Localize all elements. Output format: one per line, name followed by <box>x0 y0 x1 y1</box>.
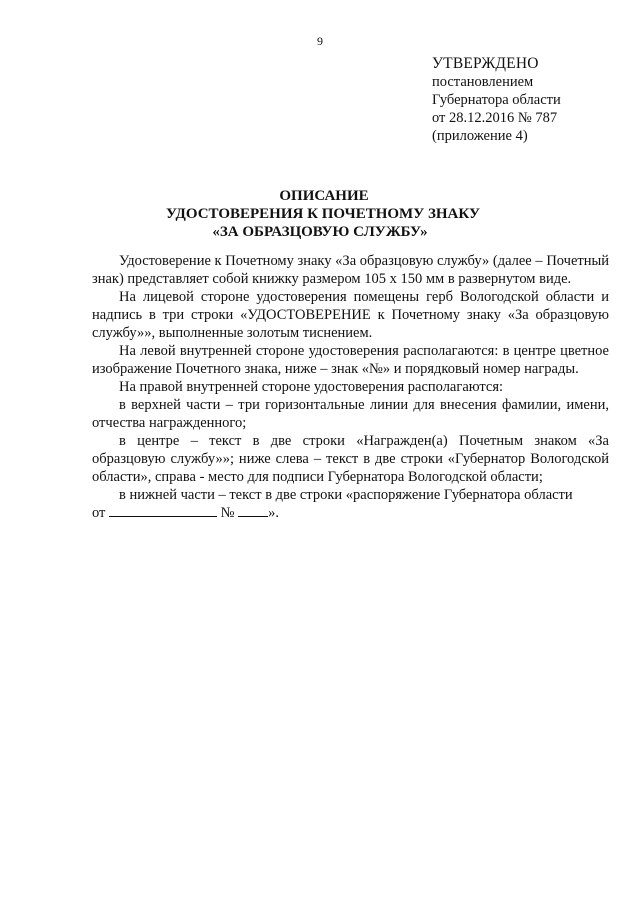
order-suffix: ». <box>268 505 279 521</box>
paragraph-lower-part: в нижней части – текст в две строки «распоряжение Губернатора области <box>119 487 573 503</box>
paragraph-right-inner-side: На правой внутренней стороне удостоверения располагаются: <box>119 379 504 395</box>
number-blank-line <box>238 504 268 517</box>
order-date-number-line <box>92 504 609 522</box>
approval-line-appendix: (приложение 4) <box>432 128 528 144</box>
paragraph-front-side: На лицевой стороне удостоверения помещены герб Вологодской области и надпись в три строки «УДОСТОВЕРЕНИЕ к Почетному знаку «За образцовую службу»», выполненные золотым тиснением. <box>92 289 609 341</box>
document-heading <box>0 187 640 241</box>
number-sign: № <box>220 505 235 521</box>
document-body <box>92 252 609 522</box>
paragraph-upper-part: в верхней части – три горизонтальные линии для внесения фамилии, имени, отчества награжденного; <box>92 397 609 431</box>
heading-award-name: «ЗА ОБРАЗЦОВУЮ СЛУЖБУ» <box>212 224 428 240</box>
paragraph-left-inner-side: На левой внутренней стороне удостоверения располагаются: в центре цветное изображение Почетного знака, ниже – знак «№» и порядковый номер награды. <box>92 343 609 377</box>
approval-line-governor: Губернатора области <box>432 92 561 108</box>
approval-line-approved: УТВЕРЖДЕНО <box>432 55 539 72</box>
approval-line-date-number: от 28.12.2016 № 787 <box>432 110 558 126</box>
order-date-prefix: от <box>92 505 110 521</box>
heading-subtitle: УДОСТОВЕРЕНИЯ К ПОЧЕТНОМУ ЗНАКУ <box>166 206 480 222</box>
heading-title: ОПИСАНИЕ <box>279 188 369 204</box>
approval-stamp <box>432 55 561 145</box>
date-blank-line <box>109 504 217 517</box>
page-number: 9 <box>317 34 323 48</box>
approval-line-resolution: постановлением <box>432 74 534 90</box>
paragraph-overview: Удостоверение к Почетному знаку «За образцовую службу» (далее – Почетный знак) представляет собой книжку размером 105 х 150 мм в развернутом виде. <box>92 253 609 287</box>
paragraph-center-part: в центре – текст в две строки «Награжден(а) Почетным знаком «За образцовую службу»»; ниже слева – текст в две строки «Губернатор Вологодской области», справа - место для подписи Губернатора Вологодской области; <box>92 433 609 485</box>
